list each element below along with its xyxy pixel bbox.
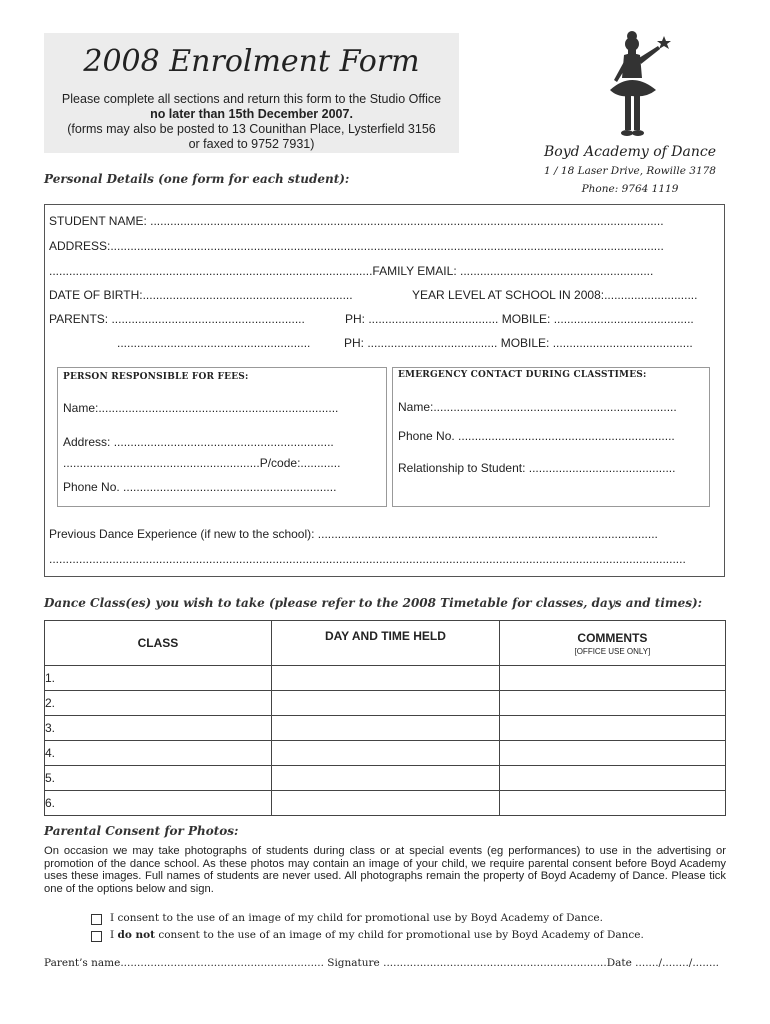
address-field[interactable]: ADDRESS:...................................................................................................................................................................... bbox=[49, 239, 664, 253]
student-name-field[interactable]: STUDENT NAME: .......................................................................................................................................................... bbox=[49, 214, 664, 228]
intro-line-2: no later than 15th December 2007. bbox=[150, 107, 353, 121]
class-cell[interactable]: 5. bbox=[45, 766, 272, 791]
fees-address-field[interactable]: Address: .................................................................. bbox=[63, 435, 334, 449]
address-line2-email-field[interactable]: .................................................................................................FAMILY EMAIL: .......................................................... bbox=[49, 264, 654, 278]
day-cell[interactable] bbox=[271, 716, 499, 741]
class-cell[interactable]: 3. bbox=[45, 716, 272, 741]
col-class-header: CLASS bbox=[45, 621, 272, 666]
day-cell[interactable] bbox=[271, 791, 499, 816]
table-row bbox=[45, 766, 726, 791]
comments-cell[interactable] bbox=[499, 741, 725, 766]
comments-cell[interactable] bbox=[499, 691, 725, 716]
parents-phone-field-2[interactable]: PH: ....................................... MOBILE: .......................................... bbox=[344, 336, 693, 350]
table-row bbox=[45, 741, 726, 766]
dancer-logo-icon bbox=[606, 28, 676, 144]
day-cell[interactable] bbox=[271, 691, 499, 716]
intro-line-1: Please complete all sections and return this form to the Studio Office bbox=[61, 92, 442, 106]
date-of-birth-field[interactable]: DATE OF BIRTH:............................................................... bbox=[49, 288, 353, 302]
day-cell[interactable] bbox=[271, 766, 499, 791]
fees-heading: PERSON RESPONSIBLE FOR FEES: bbox=[63, 372, 249, 382]
comments-cell[interactable] bbox=[499, 716, 725, 741]
studio-name: Boyd Academy of Dance bbox=[544, 144, 716, 160]
fees-name-field[interactable]: Name:........................................................................ bbox=[63, 401, 339, 415]
emergency-relationship-field[interactable]: Relationship to Student: ............................................ bbox=[398, 461, 676, 475]
fees-postcode-field[interactable]: ...........................................................P/code:............ bbox=[63, 456, 341, 470]
prev-experience-field-2[interactable]: ............................................................................................................................................................................................... bbox=[49, 552, 686, 566]
parents-field-2[interactable]: .......................................................... bbox=[117, 336, 311, 350]
classes-table bbox=[44, 620, 726, 816]
emergency-phone-field[interactable]: Phone No. ................................................................. bbox=[398, 429, 675, 443]
studio-address: 1 / 18 Laser Drive, Rowille 3178 bbox=[544, 165, 716, 177]
table-row bbox=[45, 716, 726, 741]
intro-line-3: (forms may also be posted to 13 Counithan Place, Lysterfield 3156 bbox=[67, 122, 436, 136]
class-cell[interactable]: 4. bbox=[45, 741, 272, 766]
signature-line[interactable]: Parent’s name............................................................. Signature ...................................................................Date ......./......../........ bbox=[44, 957, 720, 969]
table-row bbox=[45, 666, 726, 691]
class-cell[interactable]: 2. bbox=[45, 691, 272, 716]
intro-line-4: or faxed to 9752 7931) bbox=[188, 137, 315, 151]
table-header-row bbox=[45, 621, 726, 666]
office-use-label: [OFFICE USE ONLY] bbox=[574, 646, 651, 656]
col-day-header: DAY AND TIME HELD bbox=[271, 621, 499, 666]
class-cell[interactable]: 6. bbox=[45, 791, 272, 816]
fees-phone-field[interactable]: Phone No. ................................................................ bbox=[63, 480, 337, 494]
no-consent-option-label: I do not consent to the use of an image of my child for promotional use by Boyd Academy of Dance. bbox=[110, 929, 644, 941]
col-comments-header bbox=[499, 621, 725, 666]
class-cell[interactable]: 1. bbox=[45, 666, 272, 691]
day-cell[interactable] bbox=[271, 666, 499, 691]
emergency-heading: EMERGENCY CONTACT DURING CLASSTIMES: bbox=[398, 370, 647, 380]
no-consent-checkbox[interactable] bbox=[91, 931, 102, 942]
form-title: 2008 Enrolment Form bbox=[83, 44, 420, 79]
personal-details-heading: Personal Details (one form for each student): bbox=[44, 172, 350, 186]
intro-text bbox=[44, 92, 459, 152]
do-not-emphasis: do not bbox=[117, 929, 155, 941]
col-comments-label: COMMENTS bbox=[577, 630, 648, 645]
day-cell[interactable] bbox=[271, 741, 499, 766]
parents-field-1[interactable]: PARENTS: .......................................................... bbox=[49, 312, 305, 326]
table-row bbox=[45, 691, 726, 716]
comments-cell[interactable] bbox=[499, 666, 725, 691]
year-level-field[interactable]: YEAR LEVEL AT SCHOOL IN 2008:............................ bbox=[412, 288, 698, 302]
prev-experience-field[interactable]: Previous Dance Experience (if new to the school): ...................................................................................................... bbox=[49, 527, 658, 541]
consent-option-label: I consent to the use of an image of my child for promotional use by Boyd Academy of Dance. bbox=[110, 912, 603, 924]
consent-text: On occasion we may take photographs of students during class or at special events (eg performances) to use in the advertising or promotion of the dance school. As these photos may contain an image of your child, we require parental consent before Boyd Academy uses these images. Full names of students are never used. All photographs remain the property of Boyd Academy of Dance. Please tick one of the options below and sign. bbox=[44, 845, 726, 895]
comments-cell[interactable] bbox=[499, 791, 725, 816]
parents-phone-field-1[interactable]: PH: ....................................... MOBILE: .......................................... bbox=[345, 312, 694, 326]
classes-heading: Dance Class(es) you wish to take (please refer to the 2008 Timetable for classes, days and times): bbox=[44, 596, 703, 610]
comments-cell[interactable] bbox=[499, 766, 725, 791]
consent-checkbox[interactable] bbox=[91, 914, 102, 925]
emergency-name-field[interactable]: Name:......................................................................... bbox=[398, 400, 677, 414]
consent-heading: Parental Consent for Photos: bbox=[44, 824, 239, 838]
studio-phone: Phone: 9764 1119 bbox=[581, 183, 679, 195]
table-row bbox=[45, 791, 726, 816]
